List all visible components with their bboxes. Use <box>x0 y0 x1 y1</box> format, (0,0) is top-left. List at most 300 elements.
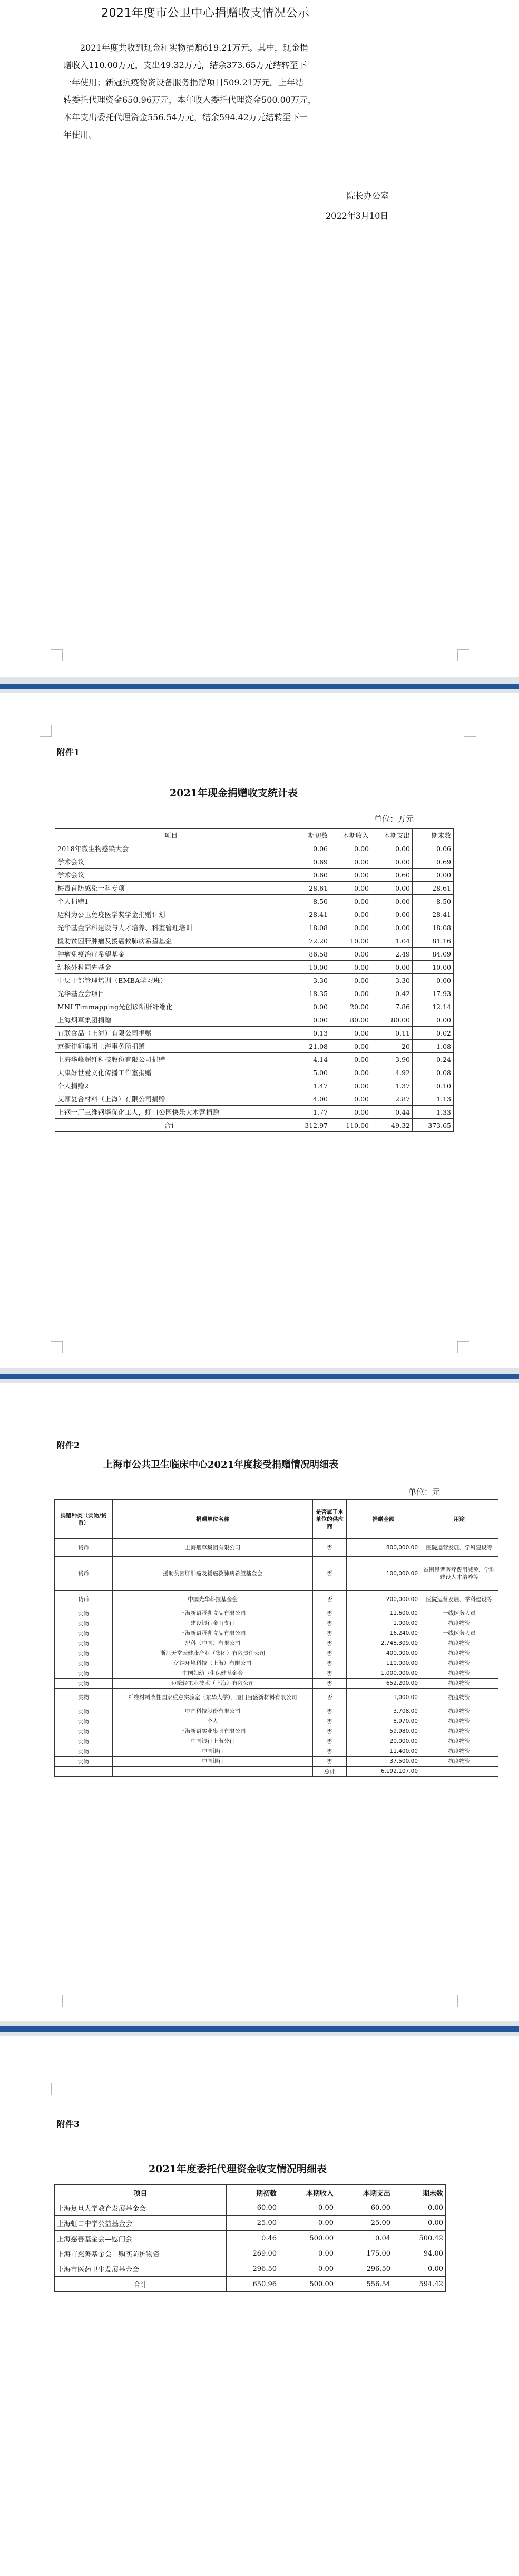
cell-item: 宜联食品（上海）有限公司捐赠 <box>55 1027 287 1040</box>
cell-closing: 1.13 <box>413 1092 454 1106</box>
cell-purpose: 抗疫物资 <box>420 1706 498 1716</box>
cell-supplier: 否 <box>313 1608 347 1618</box>
cell-item: 上海复旦大学教育发展基金会 <box>55 2200 227 2216</box>
cell-income: 0.00 <box>330 987 371 1000</box>
table-row <box>55 882 454 895</box>
cell-expense: 0.00 <box>371 882 413 895</box>
cell-opening: 4.14 <box>287 1053 330 1066</box>
table-row <box>55 1066 454 1079</box>
table-row <box>55 1736 498 1746</box>
table-row <box>55 908 454 921</box>
table-row <box>55 921 454 934</box>
cell-opening: 0.00 <box>287 1013 330 1027</box>
cell-opening: 0.00 <box>287 1000 330 1013</box>
cell-expense: 0.11 <box>371 1027 413 1040</box>
cell-opening: 60.00 <box>227 2200 279 2216</box>
margin-mark-bottom-right <box>457 1341 469 1353</box>
table-row <box>55 1119 454 1132</box>
cell-item: 上海烟草集团捐赠 <box>55 1013 287 1027</box>
cell-income: 0.00 <box>279 2246 336 2261</box>
cell-expense: 0.00 <box>371 855 413 869</box>
cell-closing: 8.50 <box>413 895 454 908</box>
cell-purpose: 抗疫物资 <box>420 1757 498 1767</box>
table-row <box>55 1726 498 1736</box>
cell-closing: 0.00 <box>393 2216 446 2231</box>
cash-donation-table <box>55 828 454 1132</box>
table-row <box>55 948 454 961</box>
cell-donor: 上海新语实业集团有限公司 <box>113 1726 313 1736</box>
margin-mark-top-right <box>464 725 476 737</box>
cell-expense: 0.00 <box>371 895 413 908</box>
header-purpose: 用途 <box>420 1500 498 1539</box>
cell-supplier: 否 <box>313 1668 347 1679</box>
cell-type: 实物 <box>55 1757 113 1767</box>
cell-expense: 4.92 <box>371 1066 413 1079</box>
cell-donor: 浙江天堂云健康产业（集团）有限责任公司 <box>113 1648 313 1658</box>
cell-amount: 11,400.00 <box>347 1746 420 1757</box>
cell-type: 实物 <box>55 1679 113 1689</box>
cell-amount: 3,708.00 <box>347 1706 420 1716</box>
cell-type: 实物 <box>55 1658 113 1668</box>
cell-closing: 10.00 <box>413 961 454 974</box>
cell-supplier: 否 <box>313 1638 347 1648</box>
cell-amount: 110,000.00 <box>347 1658 420 1668</box>
table-row <box>55 1027 454 1040</box>
table-row <box>55 1638 498 1648</box>
cell-amount: 37,500.00 <box>347 1757 420 1767</box>
cell-supplier: 否 <box>313 1658 347 1668</box>
cell-income: 0.00 <box>330 869 371 882</box>
cell-amount: 6,192,107.00 <box>347 1767 420 1777</box>
cell-amount: 100,000.00 <box>347 1557 420 1591</box>
table-row <box>55 1013 454 1027</box>
cell-closing: 0.69 <box>413 855 454 869</box>
cell-supplier: 否 <box>313 1628 347 1638</box>
page-4 <box>0 2036 519 2576</box>
cell-supplier: 否 <box>313 1679 347 1689</box>
cell-type: 实物 <box>55 1689 113 1706</box>
cell-amount: 59,980.00 <box>347 1726 420 1736</box>
cell-opening: 312.97 <box>287 1119 330 1132</box>
page-separator <box>0 1374 519 1379</box>
table-row <box>55 1668 498 1679</box>
table-row <box>55 1757 498 1767</box>
header-closing: 期末数 <box>413 829 454 842</box>
margin-mark-bottom-left <box>51 1995 63 2007</box>
cell-purpose: 一线医务人员 <box>420 1628 498 1638</box>
signature: 院长办公室 <box>347 191 389 201</box>
cell-amount: 1,000.00 <box>347 1689 420 1706</box>
cell-income: 500.00 <box>279 2231 336 2246</box>
table-row <box>55 1767 498 1777</box>
cell-donor: 纤维材料改性国家重点实验室（东华大学）、厦门当盛新材料有限公司 <box>113 1689 313 1706</box>
header-opening: 期初数 <box>287 829 330 842</box>
table-row <box>55 1689 498 1706</box>
cell-opening: 10.00 <box>287 961 330 974</box>
cell-expense: 0.42 <box>371 987 413 1000</box>
table-row <box>55 1608 498 1618</box>
cell-purpose: 医院运营发展、学科建设等 <box>420 1591 498 1608</box>
announcement-title: 2021年度市公卫中心捐赠收支情况公示 <box>101 7 310 20</box>
cell-item: 迈科为公卫免疫医学奖学金捐赠计划 <box>55 908 287 921</box>
paragraph-line-6: 年使用。 <box>63 130 97 140</box>
table-header-row <box>55 829 454 842</box>
cell-income: 0.00 <box>330 961 371 974</box>
cell-purpose: 抗疫物资 <box>420 1648 498 1658</box>
paragraph-line-3: 一年使用；新冠抗疫物资设备服务捐赠项目509.21万元。上年结 <box>63 77 303 87</box>
table-row <box>55 1040 454 1053</box>
table-row <box>55 1679 498 1689</box>
cell-supplier: 否 <box>313 1539 347 1557</box>
margin-mark-top-right <box>464 2083 476 2095</box>
donation-detail-table <box>54 1499 498 1777</box>
cell-opening: 28.61 <box>287 882 330 895</box>
table-header-row <box>55 1500 498 1539</box>
cell-donor: 中国光华科技基金会 <box>113 1591 313 1608</box>
cell-opening: 0.46 <box>227 2231 279 2246</box>
page-separator <box>0 2026 519 2032</box>
cell-supplier: 否 <box>313 1689 347 1706</box>
cell-income: 0.00 <box>279 2216 336 2231</box>
cell-item: 个人捐赠2 <box>55 1079 287 1092</box>
cell-item: 上海慈善基金会—慰问会 <box>55 2231 227 2246</box>
cell-expense: 0.60 <box>371 869 413 882</box>
cell-income: 0.00 <box>330 948 371 961</box>
cell-donor: 思科（中国）有限公司 <box>113 1638 313 1648</box>
table-row <box>55 934 454 948</box>
cell-donor: 中国科技股份有限公司 <box>113 1706 313 1716</box>
cell-income: 0.00 <box>279 2200 336 2216</box>
table-row <box>55 2216 446 2231</box>
cell-income: 0.00 <box>330 855 371 869</box>
cell-opening: 72.20 <box>287 934 330 948</box>
header-type: 捐赠种类（实物/货币） <box>55 1500 113 1539</box>
header-item: 项目 <box>55 829 287 842</box>
cell-supplier: 否 <box>313 1736 347 1746</box>
annex-label: 附件1 <box>57 747 80 757</box>
cell-income: 0.00 <box>330 1040 371 1053</box>
cell-supplier: 否 <box>313 1648 347 1658</box>
cell-item: 上海华峰超纤科技股份有限公司捐赠 <box>55 1053 287 1066</box>
table-row <box>55 1092 454 1106</box>
cell-item: 梅毒首防感染一科专项 <box>55 882 287 895</box>
cell-closing: 0.00 <box>413 974 454 987</box>
header-expense: 本期支出 <box>336 2185 393 2200</box>
cell-expense: 20 <box>371 1040 413 1053</box>
cell-closing: 0.00 <box>413 869 454 882</box>
table-row <box>55 2231 446 2246</box>
cell-income: 500.00 <box>279 2277 336 2292</box>
cell-opening: 269.00 <box>227 2246 279 2261</box>
cell-expense: 80.00 <box>371 1013 413 1027</box>
cell-closing: 0.24 <box>413 1053 454 1066</box>
cell-income: 0.00 <box>279 2261 336 2277</box>
cell-amount: 8,970.00 <box>347 1716 420 1726</box>
annex-label: 附件2 <box>57 1440 80 1450</box>
margin-mark-bottom-right <box>457 1995 469 2007</box>
cell-opening: 18.35 <box>287 987 330 1000</box>
cell-expense: 296.50 <box>336 2261 393 2277</box>
cell-amount: 800,000.00 <box>347 1539 420 1557</box>
table-title: 2021年现金捐赠收支统计表 <box>170 787 298 799</box>
table-row <box>55 1079 454 1092</box>
cell-item: 天津好世爱文化传播工作室捐赠 <box>55 1066 287 1079</box>
cell-closing: 84.09 <box>413 948 454 961</box>
cell-closing: 1.08 <box>413 1040 454 1053</box>
table-title: 上海市公共卫生临床中心2021年度接受捐赠情况明细表 <box>103 1459 339 1470</box>
cell-item: 艾幂复合材料（上海）有限公司捐赠 <box>55 1092 287 1106</box>
table-row <box>55 1618 498 1628</box>
cell-donor: 亿纳环境科技（上海）有限公司 <box>113 1658 313 1668</box>
unit-label: 单位：万元 <box>374 814 414 824</box>
cell-opening: 296.50 <box>227 2261 279 2277</box>
cell-purpose: 贫困患者医疗费用减免、学科建设人才培养等 <box>420 1557 498 1591</box>
table-row <box>55 1628 498 1638</box>
cell-item: 学术会议 <box>55 869 287 882</box>
table-row <box>55 961 454 974</box>
margin-mark-bottom-left <box>51 1341 63 1353</box>
cell-item: MNI Timmapping光创诊断肝纤维化 <box>55 1000 287 1013</box>
table-row <box>55 1106 454 1119</box>
cell-expense: 0.00 <box>371 921 413 934</box>
cell-income: 0.00 <box>330 921 371 934</box>
cell-amount: 2,748,309.00 <box>347 1638 420 1648</box>
cell-type: 实物 <box>55 1746 113 1757</box>
cell-type: 实物 <box>55 1668 113 1679</box>
margin-mark-top-left <box>40 2083 52 2095</box>
cell-opening: 650.96 <box>227 2277 279 2292</box>
cell-type: 货币 <box>55 1539 113 1557</box>
cell-closing: 1.33 <box>413 1106 454 1119</box>
cell-expense: 7.86 <box>371 1000 413 1013</box>
cell-type: 货币 <box>55 1557 113 1591</box>
cell-income: 0.00 <box>330 974 371 987</box>
cell-expense: 3.30 <box>371 974 413 987</box>
cell-closing: 0.10 <box>413 1079 454 1092</box>
cell-closing: 12.14 <box>413 1000 454 1013</box>
table-row <box>55 895 454 908</box>
cell-donor: 援助贫困肝肿瘤及援癌救肺病希望基金会 <box>113 1557 313 1591</box>
cell-income: 0.00 <box>330 1053 371 1066</box>
cell-purpose: 抗疫物资 <box>420 1658 498 1668</box>
cell-expense: 2.87 <box>371 1092 413 1106</box>
cell-purpose: 抗疫物资 <box>420 1638 498 1648</box>
cell-closing: 0.06 <box>413 842 454 855</box>
table-body <box>55 2200 446 2292</box>
cell-opening: 0.60 <box>287 869 330 882</box>
table-body <box>55 842 454 1132</box>
cell-item: 援助贫困肝肿瘤及援癌救肺病希望基金 <box>55 934 287 948</box>
cell-type: 实物 <box>55 1638 113 1648</box>
cell-income: 0.00 <box>330 908 371 921</box>
table-row <box>55 1000 454 1013</box>
cell-closing: 0.00 <box>413 1013 454 1027</box>
cell-purpose: 抗疫物资 <box>420 1618 498 1628</box>
header-income: 本期收入 <box>279 2185 336 2200</box>
cell-income: 0.00 <box>330 1106 371 1119</box>
table-row <box>55 842 454 855</box>
cell-expense: 60.00 <box>336 2200 393 2216</box>
cell-amount: 1,000,000.00 <box>347 1668 420 1679</box>
cell-income: 110.00 <box>330 1119 371 1132</box>
cell-expense: 175.00 <box>336 2246 393 2261</box>
table-row <box>55 2200 446 2216</box>
cell-purpose: 一线医务人员 <box>420 1608 498 1618</box>
cell-donor: 中国银行 <box>113 1757 313 1767</box>
entrusted-funds-table <box>54 2184 446 2292</box>
cell-expense: 49.32 <box>371 1119 413 1132</box>
cell-supplier: 否 <box>313 1746 347 1757</box>
cell-item: 光华基金学科建设与人才培养、科室管理培训 <box>55 921 287 934</box>
cell-purpose <box>420 1767 498 1777</box>
table-row <box>55 1746 498 1757</box>
cell-item: 京衡律师集团上海事务所捐赠 <box>55 1040 287 1053</box>
cell-donor: 迈擎轻工业技术（上海）有限公司 <box>113 1679 313 1689</box>
cell-donor: 中国银行上海分行 <box>113 1736 313 1746</box>
cell-expense: 1.37 <box>371 1079 413 1092</box>
cell-donor: 建设银行金山支行 <box>113 1618 313 1628</box>
table-row <box>55 1658 498 1668</box>
cell-expense: 3.90 <box>371 1053 413 1066</box>
table-row <box>55 1557 498 1591</box>
paragraph-line-2: 赠收入110.00万元，支出49.32万元，结余373.65万元结转至下 <box>63 60 307 70</box>
cell-type: 实物 <box>55 1736 113 1746</box>
cell-amount: 1,000.00 <box>347 1618 420 1628</box>
cell-closing: 0.00 <box>393 2200 446 2216</box>
cell-expense: 0.00 <box>371 961 413 974</box>
cell-supplier: 否 <box>313 1591 347 1608</box>
cell-supplier: 否 <box>313 1726 347 1736</box>
cell-income: 0.00 <box>330 1027 371 1040</box>
cell-amount: 11,600.00 <box>347 1608 420 1618</box>
cell-opening: 4.00 <box>287 1092 330 1106</box>
table-row <box>55 1648 498 1658</box>
cell-type: 实物 <box>55 1618 113 1628</box>
cell-opening: 1.77 <box>287 1106 330 1119</box>
cell-income: 0.00 <box>330 1079 371 1092</box>
cell-amount: 400,000.00 <box>347 1648 420 1658</box>
table-row <box>55 1053 454 1066</box>
table-row <box>55 1706 498 1716</box>
cell-supplier: 总计 <box>313 1767 347 1777</box>
table-row <box>55 987 454 1000</box>
cell-closing: 500.42 <box>393 2231 446 2246</box>
table-body <box>55 1539 498 1777</box>
cell-purpose: 抗疫物资 <box>420 1736 498 1746</box>
header-closing: 期末数 <box>393 2185 446 2200</box>
cell-purpose: 医院运营发展、学科建设等 <box>420 1539 498 1557</box>
page-separator <box>0 684 519 689</box>
cell-amount: 20,000.00 <box>347 1736 420 1746</box>
cell-supplier: 否 <box>313 1618 347 1628</box>
cell-purpose: 抗疫物资 <box>420 1689 498 1706</box>
cell-income: 0.00 <box>330 842 371 855</box>
cell-purpose: 抗疫物资 <box>420 1679 498 1689</box>
table-row <box>55 1539 498 1557</box>
cell-closing: 17.93 <box>413 987 454 1000</box>
cell-income: 20.00 <box>330 1000 371 1013</box>
cell-expense: 2.49 <box>371 948 413 961</box>
cell-donor: 上海烟草集团有限公司 <box>113 1539 313 1557</box>
cell-expense: 0.44 <box>371 1106 413 1119</box>
cell-purpose: 抗疫物资 <box>420 1668 498 1679</box>
table-row <box>55 2277 446 2292</box>
cell-type: 实物 <box>55 1716 113 1726</box>
cell-item: 肿瘤免疫治疗希望基金 <box>55 948 287 961</box>
cell-donor: 上海新语蛋乳食品有限公司 <box>113 1628 313 1638</box>
cell-opening: 0.06 <box>287 842 330 855</box>
cell-item: 结核外科同先基金 <box>55 961 287 974</box>
page-3 <box>0 1383 519 2021</box>
cell-amount: 652,200.00 <box>347 1679 420 1689</box>
table-row <box>55 1591 498 1608</box>
cell-amount: 16,240.00 <box>347 1628 420 1638</box>
cell-type: 货币 <box>55 1591 113 1608</box>
table-title: 2021年度委托代理资金收支情况明细表 <box>149 2163 327 2175</box>
cell-closing: 94.00 <box>393 2246 446 2261</box>
unit-label: 单位：元 <box>408 1487 440 1497</box>
table-row <box>55 869 454 882</box>
cell-closing: 0.00 <box>393 2261 446 2277</box>
cell-donor: 中国银行 <box>113 1746 313 1757</box>
cell-item: 个人捐赠1 <box>55 895 287 908</box>
header-supplier: 是否属于本单位的供应商 <box>313 1500 347 1539</box>
cell-item: 上海市医药卫生发展基金会 <box>55 2261 227 2277</box>
cell-item: 2018年微生物感染大会 <box>55 842 287 855</box>
margin-mark-top-right <box>464 1415 476 1427</box>
cell-item: 合计 <box>55 2277 227 2292</box>
cell-closing: 81.16 <box>413 934 454 948</box>
cell-type: 实物 <box>55 1726 113 1736</box>
cell-donor: 个人 <box>113 1716 313 1726</box>
margin-mark-bottom-right <box>457 649 469 661</box>
cell-item: 上海市慈善基金会—购买防护物资 <box>55 2246 227 2261</box>
cell-type: 实物 <box>55 1648 113 1658</box>
cell-closing: 28.41 <box>413 908 454 921</box>
header-opening: 期初数 <box>227 2185 279 2200</box>
cell-opening: 28.41 <box>287 908 330 921</box>
annex-label: 附件3 <box>57 2119 80 2129</box>
table-header-row <box>55 2185 446 2200</box>
cell-purpose: 抗疫物资 <box>420 1746 498 1757</box>
table-row <box>55 974 454 987</box>
margin-mark-top-left <box>40 725 52 737</box>
cell-item: 上海虹口中学公益基金会 <box>55 2216 227 2231</box>
table-row <box>55 2261 446 2277</box>
cell-supplier: 否 <box>313 1757 347 1767</box>
header-expense: 本期支出 <box>371 829 413 842</box>
cell-closing: 0.02 <box>413 1027 454 1040</box>
cell-type: 实物 <box>55 1628 113 1638</box>
cell-opening: 1.47 <box>287 1079 330 1092</box>
table-row <box>55 2246 446 2261</box>
cell-closing: 594.42 <box>393 2277 446 2292</box>
cell-opening: 5.00 <box>287 1066 330 1079</box>
cell-type: 实物 <box>55 1706 113 1716</box>
cell-closing: 28.61 <box>413 882 454 895</box>
header-amount: 捐赠金额 <box>347 1500 420 1539</box>
cell-item: 中层干部管理培训（EMBA学习班） <box>55 974 287 987</box>
cell-opening: 21.08 <box>287 1040 330 1053</box>
margin-mark-bottom-left <box>51 649 63 661</box>
cell-supplier: 否 <box>313 1716 347 1726</box>
cell-opening: 3.30 <box>287 974 330 987</box>
cell-opening: 25.00 <box>227 2216 279 2231</box>
header-income: 本期收入 <box>330 829 371 842</box>
cell-purpose: 抗疫物资 <box>420 1716 498 1726</box>
cell-opening: 8.50 <box>287 895 330 908</box>
cell-closing: 0.08 <box>413 1066 454 1079</box>
